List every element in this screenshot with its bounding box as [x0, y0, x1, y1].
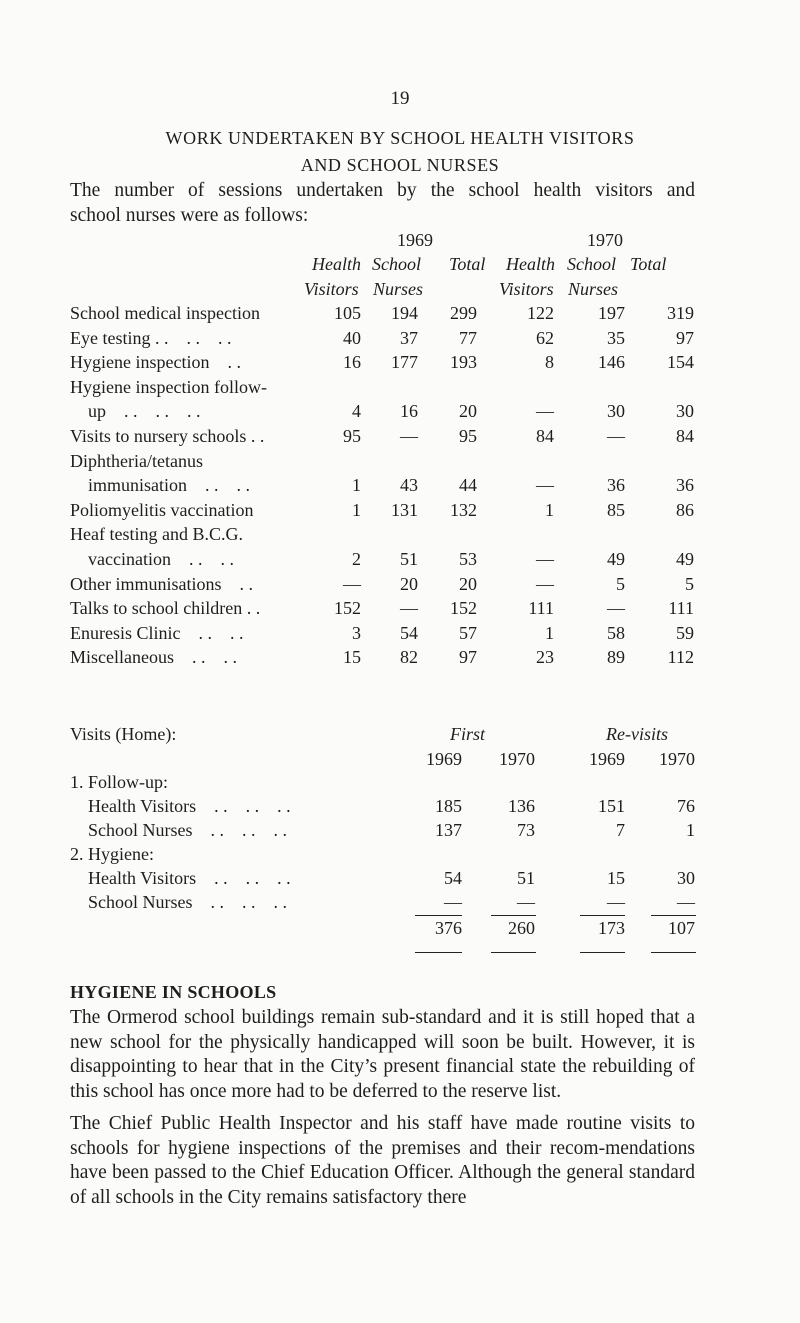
cell-school-1970: 89: [607, 647, 625, 668]
cell-health-1969: 1: [352, 499, 361, 520]
cell-health-1969: 15: [343, 647, 361, 668]
col-school-1969: School: [372, 254, 421, 274]
visits-cell: 1: [686, 820, 695, 840]
visits-cell: 54: [444, 868, 462, 888]
cell-school-1969: 43: [400, 475, 418, 496]
cell-health-1970: 62: [536, 327, 554, 348]
cell-school-1970: 5: [616, 573, 625, 594]
total-rule-top-2: [491, 915, 536, 916]
visits-cell: —: [677, 892, 695, 912]
page-title-line2: AND SCHOOL NURSES: [300, 155, 500, 175]
cell-total-1969: 95: [459, 426, 477, 446]
cell-total-1970: 97: [676, 327, 694, 348]
cell-total-1969: 97: [459, 647, 477, 668]
visits-cell: —: [444, 892, 462, 912]
total-rule-bottom-2: [491, 952, 536, 953]
cell-school-1970: —: [607, 598, 625, 619]
row-label-cont: immunisation . . . .: [88, 475, 250, 496]
visits-cell: 137: [435, 820, 462, 840]
visits-row-label: Health Visitors . . . . . .: [88, 796, 291, 816]
hygiene-paragraph-2: The Chief Public Health Inspector and his staff have made routine visits to schools for hygiene inspections of the premises and their recom-mendations have been passed to the Chief Education Officer. Although the general standard of all schools in the City remains satisfactory there: [70, 1113, 695, 1208]
cell-health-1970: —: [536, 573, 554, 594]
cell-school-1970: 146: [598, 352, 625, 373]
cell-health-1969: 152: [334, 598, 361, 619]
visits-cell: —: [517, 892, 535, 912]
col-school-1970: School: [567, 254, 616, 274]
cell-total-1970: 86: [676, 499, 694, 520]
intro-text-line1: The number of sessions undertaken by the school health visitors and: [70, 180, 695, 201]
row-label: Poliomyelitis vaccination: [70, 499, 254, 520]
cell-health-1969: 3: [352, 622, 361, 643]
visits-cell: 185: [435, 796, 462, 816]
cell-health-1969: —: [343, 573, 361, 594]
group-follow-up: 1. Follow-up:: [70, 772, 169, 792]
cell-school-1970: 49: [607, 549, 625, 569]
cell-total-1970: 84: [676, 426, 694, 446]
cell-health-1970: 1: [545, 499, 554, 520]
visits-cell: 30: [677, 868, 695, 888]
col-first: First: [450, 724, 486, 744]
cell-total-1969: 57: [459, 622, 477, 643]
col-visitors-1970: Visitors: [499, 279, 554, 299]
total-rule-top-1: [415, 915, 462, 916]
total-rule-top-3: [580, 915, 625, 916]
row-label-cont: vaccination . . . .: [88, 549, 234, 569]
cell-total-1970: 49: [676, 549, 694, 569]
intro-text-line2: school nurses were as follows:: [70, 205, 309, 226]
row-label: School medical inspection: [70, 303, 260, 323]
cell-health-1969: 4: [352, 401, 361, 422]
visits-cell: 51: [517, 868, 535, 888]
row-label: Eye testing . . . . . .: [70, 327, 232, 348]
row-label-cont: up . . . . . .: [88, 401, 201, 422]
year-first-1970: 1970: [499, 749, 535, 769]
cell-total-1969: 299: [450, 303, 477, 323]
cell-school-1969: 20: [400, 573, 418, 594]
cell-health-1970: —: [536, 475, 554, 496]
cell-health-1970: —: [536, 549, 554, 569]
cell-total-1970: 111: [668, 598, 694, 619]
cell-health-1970: 111: [528, 598, 554, 619]
year-revisit-1970: 1970: [659, 749, 695, 769]
col-total-1969: Total: [449, 254, 486, 274]
cell-health-1970: 122: [527, 303, 554, 323]
row-label: Talks to school children . .: [70, 598, 261, 619]
cell-school-1970: —: [607, 426, 625, 446]
visits-row-label: Health Visitors . . . . . .: [88, 868, 291, 888]
col-total-1970: Total: [630, 254, 667, 274]
cell-health-1969: 16: [343, 352, 361, 373]
cell-school-1969: 131: [391, 499, 418, 520]
row-label: Hygiene inspection follow-: [70, 376, 267, 397]
cell-school-1970: 36: [607, 475, 625, 496]
row-label: Enuresis Clinic . . . .: [70, 622, 244, 643]
cell-school-1969: 37: [400, 327, 418, 348]
visits-label: Visits (Home):: [70, 724, 177, 744]
visits-cell: 15: [607, 868, 625, 888]
cell-total-1970: 154: [667, 352, 694, 373]
visits-cell: 73: [517, 820, 535, 840]
total-rule-bottom-3: [580, 952, 625, 953]
visits-cell: 7: [616, 820, 625, 840]
total-rule-top-4: [651, 915, 696, 916]
total-first-1970: 260: [508, 918, 535, 938]
visits-cell: 76: [677, 796, 695, 816]
cell-school-1969: 51: [400, 549, 418, 569]
cell-school-1969: —: [400, 598, 418, 619]
visits-cell: —: [607, 892, 625, 912]
col-visitors-1969: Visitors: [304, 279, 359, 299]
col-nurses-1969: Nurses: [373, 279, 424, 299]
cell-health-1969: 1: [352, 475, 361, 496]
cell-school-1969: 54: [400, 622, 418, 643]
visits-row-label: School Nurses . . . . . .: [88, 892, 287, 912]
year-1969-header: 1969: [397, 230, 433, 250]
total-revisit-1970: 107: [668, 918, 695, 938]
row-label: Miscellaneous . . . .: [70, 647, 237, 668]
cell-health-1969: 2: [352, 549, 361, 569]
section-heading-hygiene: HYGIENE IN SCHOOLS: [70, 982, 277, 1002]
cell-total-1969: 20: [459, 401, 477, 422]
year-1970-header: 1970: [587, 230, 623, 250]
cell-total-1969: 193: [450, 352, 477, 373]
visits-row-label: School Nurses . . . . . .: [88, 820, 287, 840]
col-health-1969: Health: [312, 254, 361, 274]
cell-total-1969: 20: [459, 573, 477, 594]
cell-school-1969: 194: [391, 303, 418, 323]
page-title: WORK UNDERTAKEN BY SCHOOL HEALTH VISITORS: [165, 128, 635, 148]
cell-health-1970: 1: [545, 622, 554, 643]
cell-school-1970: 30: [607, 401, 625, 422]
cell-health-1970: 84: [536, 426, 554, 446]
page-number: 19: [390, 88, 410, 109]
cell-school-1970: 58: [607, 622, 625, 643]
hygiene-body: [70, 1006, 695, 1218]
row-label: Other immunisations . .: [70, 573, 253, 594]
row-label: Hygiene inspection . .: [70, 352, 241, 373]
row-label: Diphtheria/tetanus: [70, 450, 203, 471]
total-first-1969: 376: [435, 918, 462, 938]
col-nurses-1970: Nurses: [568, 279, 619, 299]
cell-health-1969: 105: [334, 303, 361, 323]
cell-school-1970: 35: [607, 327, 625, 348]
cell-total-1969: 152: [450, 598, 477, 619]
cell-total-1970: 319: [667, 303, 694, 323]
group-hygiene: 2. Hygiene:: [70, 844, 154, 864]
cell-health-1970: 8: [545, 352, 554, 373]
cell-school-1970: 197: [598, 303, 625, 323]
cell-health-1970: —: [536, 401, 554, 422]
cell-total-1970: 5: [685, 573, 694, 594]
cell-total-1970: 59: [676, 622, 694, 643]
cell-school-1969: 82: [400, 647, 418, 668]
row-label: Visits to nursery schools . .: [70, 426, 265, 446]
cell-health-1969: 95: [343, 426, 361, 446]
row-label: Heaf testing and B.C.G.: [70, 524, 243, 545]
col-health-1970: Health: [506, 254, 555, 274]
cell-total-1969: 132: [450, 499, 477, 520]
cell-total-1969: 44: [459, 475, 477, 496]
cell-school-1969: 16: [400, 401, 418, 422]
visits-cell: 136: [508, 796, 535, 816]
year-first-1969: 1969: [426, 749, 462, 769]
visits-cell: 151: [598, 796, 625, 816]
cell-total-1969: 53: [459, 549, 477, 569]
hygiene-paragraph-1: The Ormerod school buildings remain sub-standard and it is still hoped that a new school for the physically handicapped will soon be built. However, it is disappointing to hear that in the City’s present financial state the rebuilding of this school has once more had to be deferred to the reserve list.: [70, 1007, 695, 1102]
total-rule-bottom-4: [651, 952, 696, 953]
cell-total-1970: 36: [676, 475, 694, 496]
cell-total-1970: 112: [667, 647, 694, 668]
total-rule-bottom-1: [415, 952, 462, 953]
col-revisits: Re-visits: [606, 724, 668, 744]
cell-school-1969: —: [400, 426, 418, 446]
year-revisit-1969: 1969: [589, 749, 625, 769]
cell-school-1969: 177: [391, 352, 418, 373]
total-revisit-1969: 173: [598, 918, 625, 938]
cell-total-1969: 77: [459, 327, 477, 348]
cell-health-1969: 40: [343, 327, 361, 348]
cell-school-1970: 85: [607, 499, 625, 520]
cell-health-1970: 23: [536, 647, 554, 668]
cell-total-1970: 30: [676, 401, 694, 422]
